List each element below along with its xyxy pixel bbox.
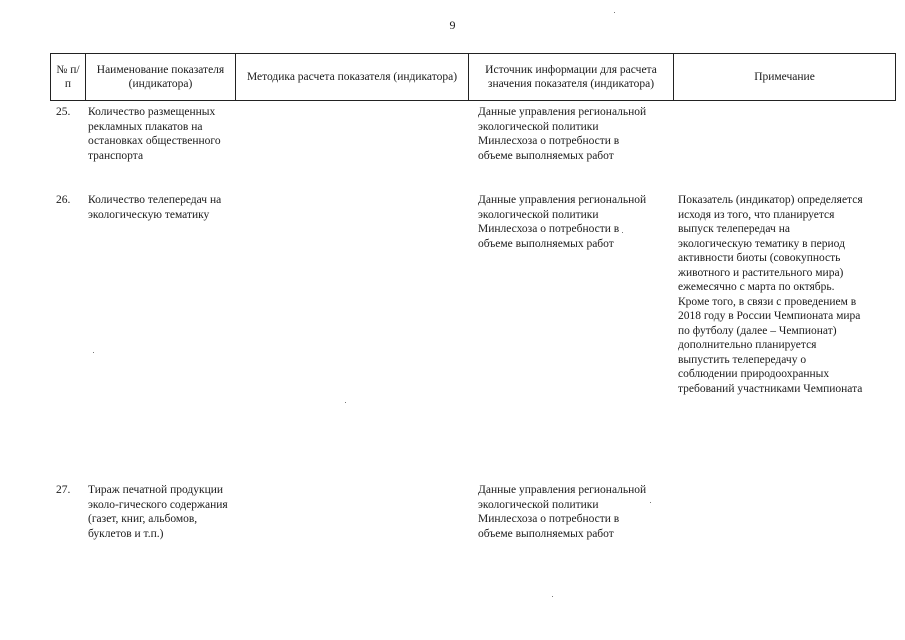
indicator-name: Количество телепередач на экологическую тематику bbox=[88, 194, 222, 221]
scan-speck bbox=[93, 352, 94, 353]
header-method: Методика расчета показателя (индикатора) bbox=[236, 54, 469, 101]
indicator-name: Тираж печатной продукции эколо-гического содержания (газет, книг, альбомов, буклетов и т.п.) bbox=[88, 484, 228, 540]
header-note: Примечание bbox=[674, 54, 896, 101]
indicator-name: Количество размещенных рекламных плакатов на остановках общественного транспорта bbox=[88, 106, 221, 162]
header-row bbox=[51, 54, 896, 101]
page-number: 9 bbox=[449, 18, 456, 32]
scan-speck bbox=[622, 232, 623, 233]
scan-speck bbox=[614, 12, 615, 13]
source-text: Данные управления региональной экологической политики Минлесхоза о потребности в объеме выполняемых работ bbox=[478, 106, 647, 162]
source-text: Данные управления региональной экологической политики Минлесхоза о потребности в объеме выполняемых работ bbox=[478, 194, 647, 250]
row-number: 26. bbox=[56, 194, 71, 206]
scan-speck bbox=[552, 596, 553, 597]
header-source: Источник информации для расчета значения показателя (индикатора) bbox=[469, 54, 674, 101]
note-text: Показатель (индикатор) определяется исходя из того, что планируется выпуск телепередач на экологическую тематику в период активности биоты (совокупность животного и растительного мира) ежемесячно с марта по октябрь. Кроме того, в связи с проведением в 2018 году в России Чемпионата мира по футболу (далее – Чемпионат) дополнительно планируется выпустить телепередачу о соблюдении природоохранных требований участниками Чемпионата bbox=[678, 194, 863, 395]
header-num: № п/п bbox=[51, 54, 86, 101]
scan-speck bbox=[345, 402, 346, 403]
row-number: 27. bbox=[56, 484, 71, 496]
scan-speck bbox=[650, 502, 651, 503]
source-text: Данные управления региональной экологической политики Минлесхоза о потребности в объеме выполняемых работ bbox=[478, 484, 647, 540]
row-number: 25. bbox=[56, 106, 71, 118]
table-header bbox=[50, 53, 896, 101]
header-name: Наименование показателя (индикатора) bbox=[86, 54, 236, 101]
